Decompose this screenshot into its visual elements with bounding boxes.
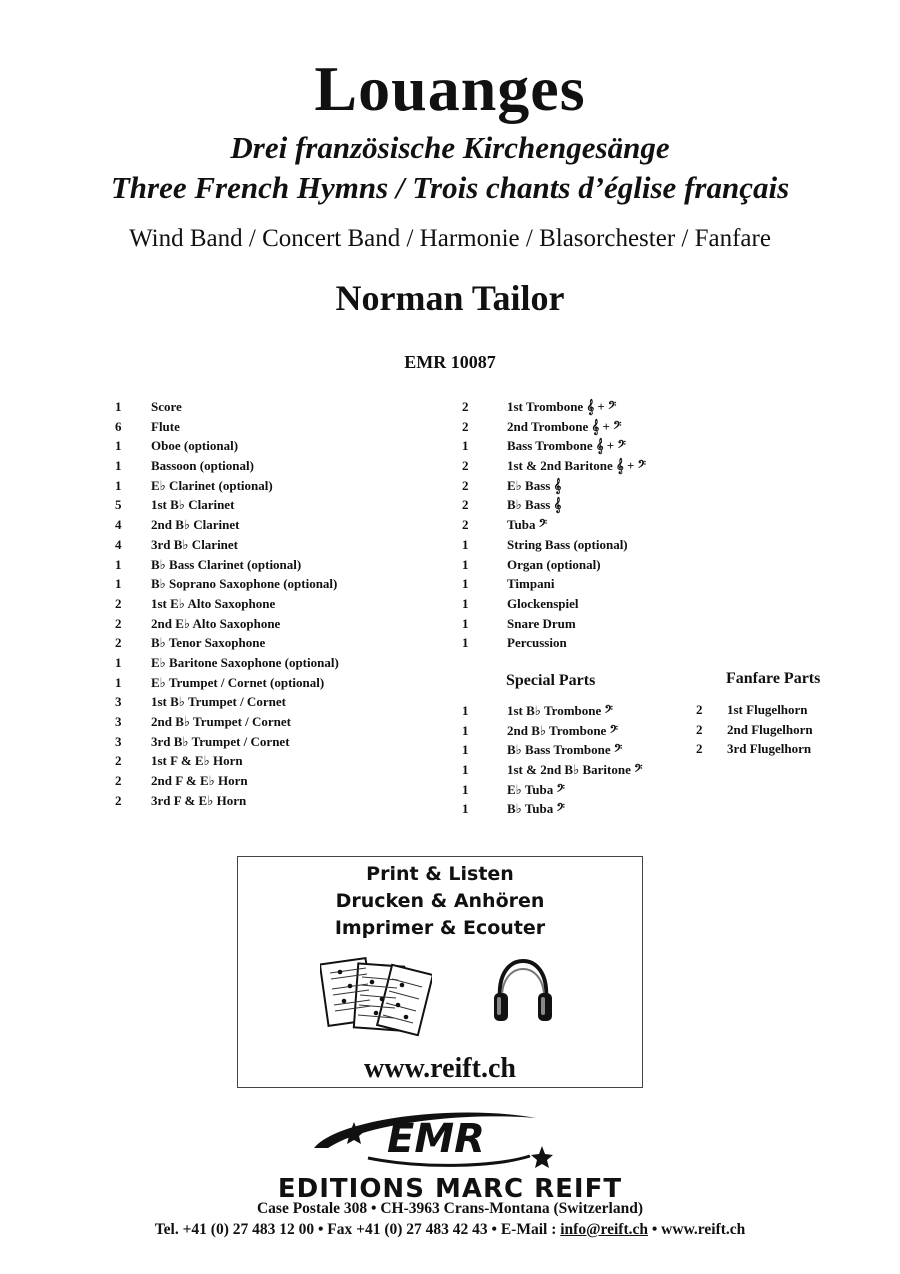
part-quantity: 2 — [462, 477, 469, 493]
part-quantity: 1 — [115, 556, 122, 572]
part-name: Organ (optional) — [507, 556, 601, 572]
part-quantity: 1 — [115, 576, 122, 592]
part-name: E♭ Bass 𝄞 — [507, 477, 562, 493]
emr-logo-text: EMR — [387, 1116, 485, 1162]
part-quantity: 2 — [115, 753, 122, 769]
part-row — [115, 456, 455, 476]
subtitle-german: Drei französische Kirchengesänge — [230, 130, 670, 165]
part-quantity: 2 — [696, 702, 703, 717]
print-listen-box — [237, 856, 643, 1088]
part-quantity: 3 — [115, 694, 122, 710]
parts-list-left — [115, 397, 455, 810]
catalog-number: EMR 10087 — [404, 352, 496, 372]
contact-email-link[interactable]: info@reift.ch — [560, 1221, 648, 1238]
part-name: Bass Trombone 𝄞 + 𝄢 — [507, 438, 626, 454]
part-name: 1st B♭ Trumpet / Cornet — [151, 694, 286, 710]
part-quantity: 6 — [115, 418, 122, 434]
part-name: String Bass (optional) — [507, 536, 628, 552]
part-row — [115, 633, 455, 653]
part-row — [462, 436, 692, 456]
part-row — [115, 712, 455, 732]
promo-line-german: Drucken & Anhören — [335, 890, 545, 912]
part-name: 1st B♭ Clarinet — [151, 497, 235, 513]
part-name: 1st Trombone 𝄞 + 𝄢 — [507, 399, 617, 414]
part-name: 1st F & E♭ Horn — [151, 753, 243, 769]
part-name: 2nd Flugelhorn — [727, 721, 813, 737]
part-name: Score — [151, 399, 182, 414]
promo-website[interactable]: www.reift.ch — [364, 1053, 516, 1084]
part-name: 2nd B♭ Trombone 𝄢 — [507, 722, 618, 738]
part-row — [115, 771, 455, 791]
part-quantity: 2 — [462, 458, 469, 474]
parts-list-right — [462, 397, 692, 653]
part-name: 2nd F & E♭ Horn — [151, 773, 248, 789]
part-quantity: 4 — [115, 536, 122, 552]
part-row — [462, 397, 692, 417]
part-name: B♭ Tenor Saxophone — [151, 635, 266, 651]
part-row — [462, 594, 692, 614]
subtitle-english-french: Three French Hymns / Trois chants d’église français — [110, 170, 790, 205]
part-name: 3rd Flugelhorn — [727, 741, 812, 757]
part-row — [115, 732, 455, 752]
part-name: Percussion — [507, 635, 567, 651]
part-name: 1st & 2nd B♭ Baritone 𝄢 — [507, 762, 643, 778]
part-name: 2nd B♭ Trumpet / Cornet — [151, 714, 291, 729]
part-quantity: 1 — [462, 615, 469, 631]
part-row — [115, 515, 455, 535]
part-row — [462, 555, 692, 575]
contact-phone-fax: Tel. +41 (0) 27 483 12 00 • Fax +41 (0) 27 483 42 43 • E-Mail : — [154, 1221, 561, 1238]
part-quantity: 1 — [462, 438, 469, 454]
part-quantity: 2 — [462, 399, 469, 414]
part-row — [115, 692, 455, 712]
part-name: E♭ Clarinet (optional) — [151, 477, 273, 493]
part-row — [462, 456, 692, 476]
part-quantity: 1 — [462, 762, 469, 778]
part-name: Glockenspiel — [507, 595, 579, 611]
part-row — [115, 535, 455, 555]
fanfare-parts-heading: Fanfare Parts — [726, 670, 821, 687]
part-quantity: 2 — [115, 773, 122, 789]
part-row — [462, 476, 692, 496]
part-quantity: 1 — [462, 635, 469, 651]
part-quantity: 1 — [462, 742, 469, 758]
part-row — [115, 574, 455, 594]
part-quantity: 2 — [462, 418, 469, 434]
promo-line-english: Print & Listen — [366, 863, 514, 885]
part-row — [462, 574, 692, 594]
part-quantity: 1 — [462, 781, 469, 797]
part-name: 2nd E♭ Alto Saxophone — [151, 615, 281, 631]
part-quantity: 1 — [115, 458, 122, 474]
part-name: Snare Drum — [507, 615, 576, 631]
part-name: Bassoon (optional) — [151, 458, 254, 474]
part-row — [115, 495, 455, 515]
part-quantity: 3 — [115, 714, 122, 729]
part-quantity: 3 — [115, 733, 122, 749]
part-name: Tuba 𝄢 — [507, 517, 548, 533]
publisher-contact — [0, 1221, 900, 1239]
emr-logo — [308, 1108, 568, 1174]
part-row — [115, 791, 455, 811]
part-name: B♭ Bass 𝄞 — [507, 497, 562, 513]
part-row — [115, 555, 455, 575]
part-row — [115, 594, 455, 614]
special-parts-heading: Special Parts — [506, 672, 596, 689]
part-row — [462, 417, 692, 437]
part-row — [115, 417, 455, 437]
part-row — [115, 751, 455, 771]
part-name: Oboe (optional) — [151, 438, 239, 454]
part-row — [115, 653, 455, 673]
part-quantity: 1 — [115, 399, 122, 414]
part-name: B♭ Tuba 𝄢 — [507, 801, 565, 817]
part-quantity: 2 — [115, 635, 122, 651]
part-quantity: 1 — [462, 556, 469, 572]
part-name: 1st Flugelhorn — [727, 702, 808, 717]
part-quantity: 1 — [115, 477, 122, 493]
part-quantity: 2 — [462, 517, 469, 533]
part-row — [462, 535, 692, 555]
part-quantity: 1 — [462, 703, 469, 718]
promo-line-french: Imprimer & Ecouter — [334, 917, 546, 939]
part-quantity: 1 — [115, 438, 122, 454]
part-quantity: 1 — [462, 801, 469, 817]
part-name: E♭ Baritone Saxophone (optional) — [151, 654, 339, 670]
headphones-icon — [488, 955, 558, 1025]
part-quantity: 5 — [115, 497, 122, 513]
part-row — [115, 673, 455, 693]
part-quantity: 2 — [115, 792, 122, 808]
part-row — [115, 397, 455, 417]
part-quantity: 1 — [462, 595, 469, 611]
part-name: 3rd F & E♭ Horn — [151, 792, 247, 808]
part-quantity: 2 — [115, 595, 122, 611]
part-quantity: 2 — [696, 721, 703, 737]
part-name: 1st E♭ Alto Saxophone — [151, 595, 276, 611]
composer-name: Norman Tailor — [335, 278, 565, 318]
part-row — [462, 495, 692, 515]
part-name: Timpani — [507, 576, 555, 592]
part-name: 3rd B♭ Trumpet / Cornet — [151, 733, 290, 749]
part-quantity: 4 — [115, 517, 122, 533]
part-name: 1st B♭ Trombone 𝄢 — [507, 703, 613, 718]
part-row — [115, 436, 455, 456]
part-quantity: 1 — [115, 674, 122, 690]
part-quantity: 1 — [462, 536, 469, 552]
part-quantity: 2 — [115, 615, 122, 631]
part-name: 1st & 2nd Baritone 𝄞 + 𝄢 — [507, 458, 647, 474]
sheet-music-icon — [320, 955, 432, 1041]
part-name: Flute — [151, 418, 180, 434]
part-quantity: 1 — [115, 654, 122, 670]
part-quantity: 1 — [462, 576, 469, 592]
part-name: 3rd B♭ Clarinet — [151, 536, 239, 552]
part-quantity: 2 — [696, 741, 703, 757]
contact-website[interactable]: • www.reift.ch — [648, 1221, 746, 1238]
part-name: 2nd Trombone 𝄞 + 𝄢 — [507, 418, 622, 434]
publisher-address: Case Postale 308 • CH-3963 Crans-Montana (Switzerland) — [256, 1200, 643, 1217]
part-row — [462, 614, 692, 634]
part-row — [462, 515, 692, 535]
part-row — [115, 614, 455, 634]
part-name: 2nd B♭ Clarinet — [151, 517, 240, 533]
part-name: E♭ Tuba 𝄢 — [507, 781, 565, 797]
part-name: E♭ Trumpet / Cornet (optional) — [151, 674, 325, 690]
part-row — [115, 476, 455, 496]
part-quantity: 2 — [462, 497, 469, 513]
part-quantity: 1 — [462, 722, 469, 738]
publisher-name: EDITIONS MARC REIFT — [277, 1174, 623, 1204]
page-title: Louanges — [314, 53, 586, 124]
part-name: B♭ Soprano Saxophone (optional) — [151, 576, 338, 592]
ensemble-line: Wind Band / Concert Band / Harmonie / Blasorchester / Fanfare — [129, 225, 771, 252]
part-row — [462, 633, 692, 653]
part-name: B♭ Bass Trombone 𝄢 — [507, 742, 623, 758]
part-name: B♭ Bass Clarinet (optional) — [151, 556, 302, 572]
